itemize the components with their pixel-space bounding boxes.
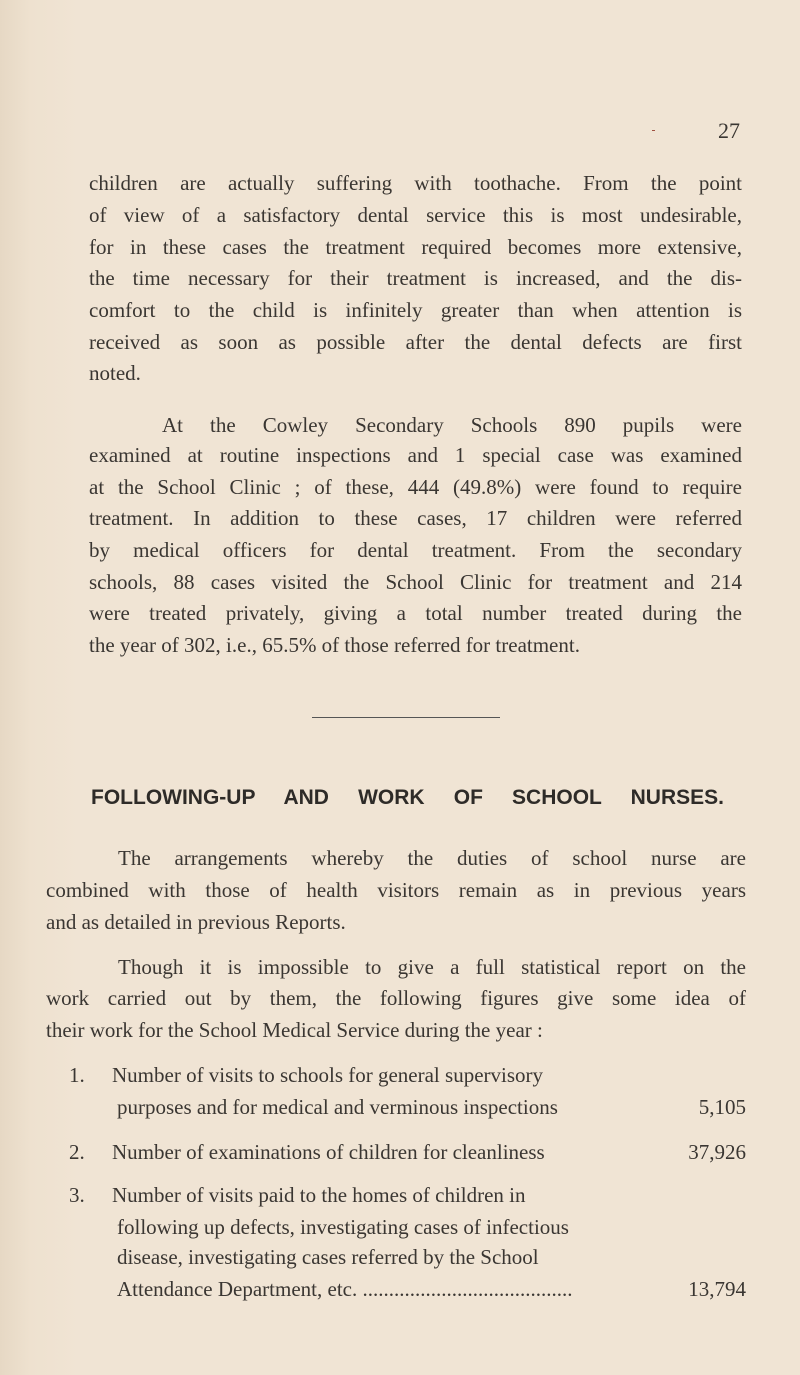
list-text: Number of visits to schools for general supervisory [112, 1063, 544, 1087]
text-line: treatment. In addition to these cases, 17 children were referred [89, 506, 742, 530]
list-value: 13,794 [688, 1277, 746, 1301]
text-line: combined with those of health visitors remain as in previous years [46, 878, 746, 902]
text-line: the time necessary for their treatment is increased, and the dis- [89, 266, 742, 290]
list-text: disease, investigating cases referred by the School [117, 1245, 539, 1269]
text-line: Though it is impossible to give a full statistical report on the [118, 955, 746, 979]
section-divider [312, 717, 500, 718]
text-line: for in these cases the treatment required becomes more extensive, [89, 235, 742, 259]
list-text: Number of examinations of children for cleanliness [112, 1140, 545, 1164]
text-line: and as detailed in previous Reports. [46, 910, 346, 934]
list-value: 37,926 [688, 1140, 746, 1164]
text-line: The arrangements whereby the duties of school nurse are [118, 846, 746, 870]
text-line: At the Cowley Secondary Schools 890 pupils were [162, 413, 742, 437]
text-line: examined at routine inspections and 1 special case was examined [89, 443, 742, 467]
text-line: received as soon as possible after the dental defects are first [89, 330, 742, 354]
text-line: by medical officers for dental treatment. From the secondary [89, 538, 742, 562]
list-value: 5,105 [698, 1095, 746, 1119]
list-number: 1. [69, 1063, 85, 1087]
text-line: of view of a satisfactory dental service this is most undesirable, [89, 203, 742, 227]
list-number: 2. [69, 1140, 85, 1164]
list-text: Attendance Department, etc. ........................................ [117, 1277, 573, 1301]
text-line: schools, 88 cases visited the School Clinic for treatment and 214 [89, 570, 742, 594]
text-line: were treated privately, giving a total number treated during the [89, 601, 742, 625]
printer-mark [652, 130, 655, 131]
text-line: work carried out by them, the following figures give some idea of [46, 986, 746, 1010]
text-line: their work for the School Medical Service during the year : [46, 1018, 543, 1042]
section-heading: FOLLOWING-UP AND WORK OF SCHOOL NURSES. [91, 786, 724, 809]
text-line: at the School Clinic ; of these, 444 (49.8%) were found to require [89, 475, 742, 499]
text-line: comfort to the child is infinitely greater than when attention is [89, 298, 742, 322]
list-text: purposes and for medical and verminous inspections [117, 1095, 558, 1119]
list-number: 3. [69, 1183, 85, 1207]
text-line: noted. [89, 361, 141, 385]
text-line: children are actually suffering with toothache. From the point [89, 171, 742, 195]
page-number: 27 [718, 118, 740, 143]
list-text: following up defects, investigating cases of infectious [117, 1215, 569, 1239]
list-text: Number of visits paid to the homes of children in [112, 1183, 526, 1207]
text-line: the year of 302, i.e., 65.5% of those referred for treatment. [89, 633, 580, 657]
